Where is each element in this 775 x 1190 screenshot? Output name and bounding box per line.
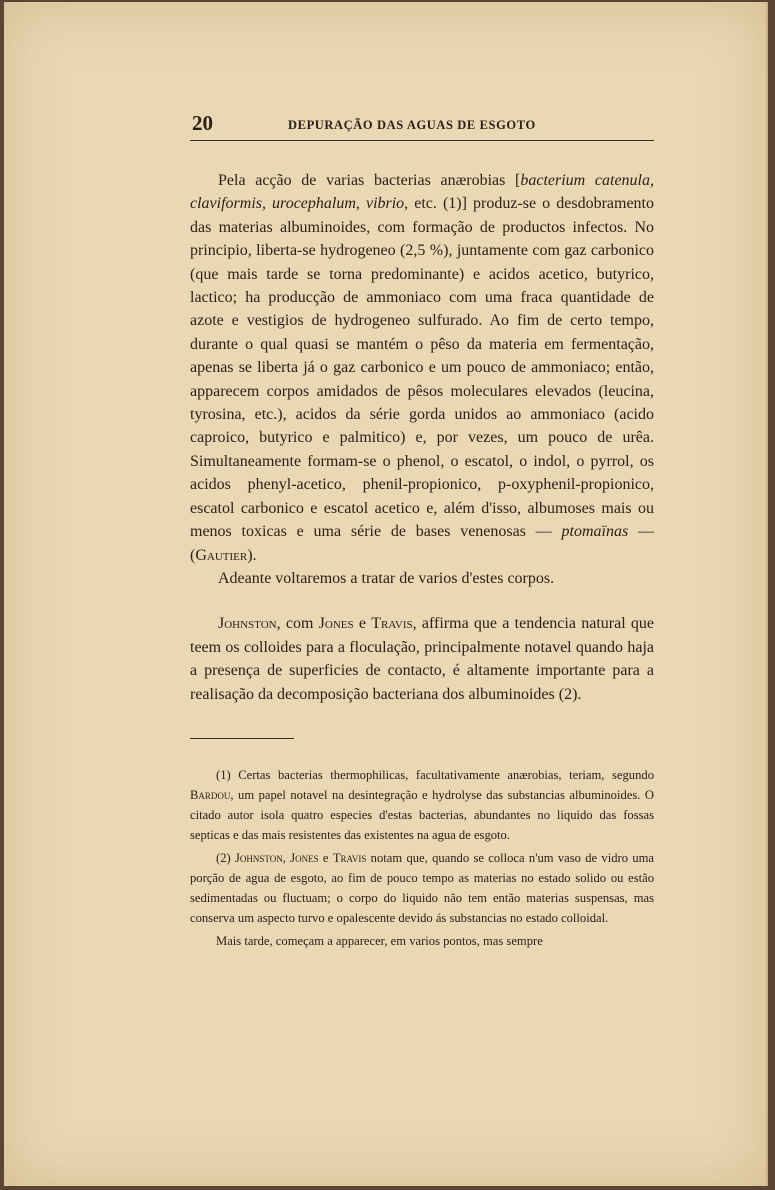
footnote-2 xyxy=(190,848,654,928)
running-title: DEPURAÇÃO DAS AGUAS DE ESGOTO xyxy=(288,118,536,132)
body-text xyxy=(190,169,654,706)
paragraph-3 xyxy=(190,612,654,706)
text-run: notam que, quando se colloca n'um vaso de vidro uma porção de agua de esgoto, ao fim de pouco tempo as materias no estado solido ou estão sedimentadas ou fluctuam; o corpo do liquido não tem então materias suspensas, mas conserva um aspecto turvo e opalescente devido ás substancias no estado colloidal. xyxy=(190,850,655,925)
author-name: Bardou xyxy=(190,787,231,802)
paragraph-2: Adeante voltaremos a tratar de varios d'estes corpos. xyxy=(218,569,555,587)
text-run: — ( xyxy=(190,523,655,564)
author-name: Johnston xyxy=(235,850,283,865)
footnote-1 xyxy=(190,765,654,845)
text-run: etc. (1)] produz-se o desdobramento das materias albuminoides, com formação de productos infectos. No principio, liberta-se hydrogeneo (2,5 %), juntamente com gaz carbonico (que mais tarde se torna predominante) e acidos acetico, butyrico, lactico; ha producção de ammoniaco com uma fraca quantidade de azote e vestigios de hydrogeneo sulfurado. Ao fim de certo tempo, durante o qual quasi se mantém o pêso da materia em fermentação, apenas se liberta já o gaz carbonico e um pouco de ammoniaco; então, apparecem corpos amidados de pêsos moleculares elevados (leucina, tyrosina, etc.), acidos da série gorda unidos ao ammoniaco (acido caproico, butyrico e palmitico) e, por vezes, um pouco de urêa. Simultaneamente formam-se o phenol, o escatol, o indol, o pyrrol, os acidos phenyl-acetico, phenil-propionico, p-oxyphenil-propionico, escatol carbonico e escatol acetico e, além d'isso, albumoses mais ou menos toxicas e uma série de bases venenosas — xyxy=(190,195,655,541)
book-page xyxy=(4,2,768,1186)
page-header xyxy=(190,110,654,141)
text-run: (1) Certas bacterias thermophilicas, facultativamente anærobias, teriam, segundo xyxy=(216,767,654,782)
text-run: , um papel notavel na desintegração e hydrolyse das substancias albuminoides. O citado autor isola quatro especies d'estas bacterias, abundantes no liquido das fossas septicas e das mais resistentes das existentes na agua de esgoto. xyxy=(190,787,654,842)
page-number: 20 xyxy=(192,111,213,135)
text-run: ). xyxy=(247,546,257,564)
paragraph-1 xyxy=(190,169,654,567)
author-name: Gautier xyxy=(195,546,248,564)
author-name: Jones xyxy=(318,615,354,633)
text-run: , xyxy=(282,850,291,865)
text-run: e xyxy=(353,615,372,633)
author-name: Jones xyxy=(290,850,319,865)
text-run: e xyxy=(318,850,333,865)
footnote-divider xyxy=(190,738,294,739)
text-run: Pela acção de varias bacterias anærobias [ xyxy=(218,172,521,189)
author-name: Travis xyxy=(371,615,413,633)
author-name: Johnston xyxy=(218,615,277,633)
text-run: , affirma que a tendencia natural que teem os colloides para a floculação, principalmente notavel quando haja a presença de superficies de contacto, é altamente importante para a realisação da decomposição bacteriana dos albuminoides (2). xyxy=(190,615,655,703)
italic-term: ptomaïnas xyxy=(561,523,629,541)
text-run: , com xyxy=(276,615,319,633)
author-name: Travis xyxy=(332,850,367,865)
text-run: (2) xyxy=(216,850,235,865)
page-content xyxy=(190,110,654,951)
footnotes xyxy=(190,765,654,951)
bacteria-names: bacterium catenula, claviformis, urocephalum, vibrio, xyxy=(190,172,655,213)
footnote-continuation: Mais tarde, começam a apparecer, em varios pontos, mas sempre xyxy=(216,933,543,948)
